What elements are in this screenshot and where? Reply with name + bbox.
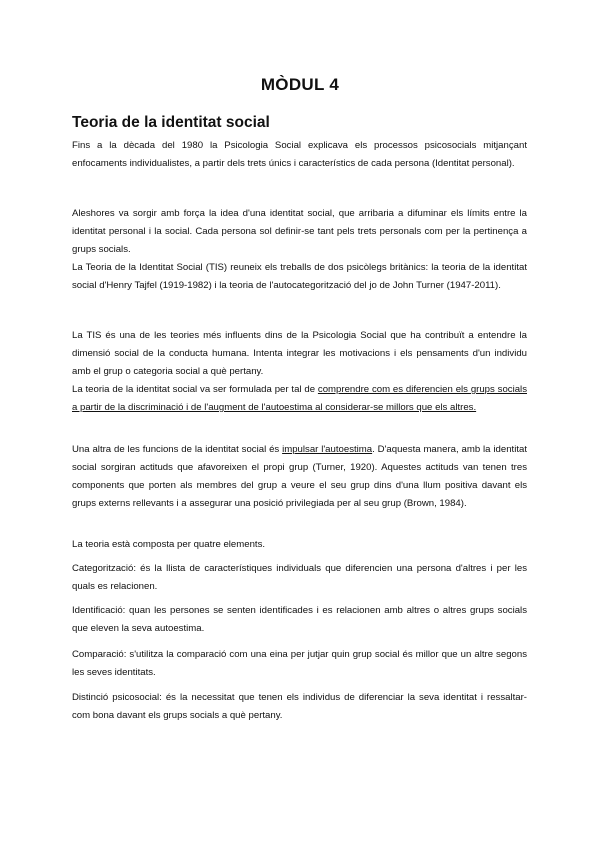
self-esteem-rest: . D'aquesta manera, amb la identitat social sorgiran actituds que afavoreixen el propi grup (Turner, 1920). Aquestes actituds van tenen tres components que porten als membres del grup a veure el seu grup dins d'una llum positiva davant els grups externs rellevants i a assegurar una posició privilegiada per al seu grup (Brown, 1984). (72, 444, 527, 509)
self-esteem-text: Una altra de les funcions de la identitat social és (72, 444, 283, 455)
paragraph-tis-origin: La Teoria de la Identitat Social (TIS) reuneix els treballs de dos psicòlegs britànics: la teoria de la identitat social d'Henry Tajfel (1919-1982) i la teoria de l'autocategorització del jo de John Turner (1947-2011). (72, 262, 527, 291)
element-identification: Identificació: quan les persones se senten identificades i es relacionen amb altres o altres grups socials que eleven la seva autoestima. (72, 605, 527, 634)
element-psychosocial-distinction: Distinció psicosocial: és la necessitat que tenen els individus de diferenciar la seva identitat i ressaltar- com bona davant els grups socials a què pertany. (72, 692, 527, 721)
paragraph-social-identity: Aleshores va sorgir amb força la idea d'una identitat social, que arribaria a difuminar els límits entre la identitat personal i la social. Cada persona sol definir-se tant pels trets personals com per la pertinença a grups socials. (72, 208, 527, 255)
purpose-underlined: comprendre com es diferencien els grups socials a partir de la discriminació i de l'augment de l'autoestima al considerar-se millors que els altres. (72, 384, 527, 413)
element-comparison: Comparació: s'utilitza la comparació com una eina per jutjar quin grup social és millor que un altre segons les seves identitats. (72, 649, 527, 678)
self-esteem-underlined: impulsar l'autoestima (282, 444, 373, 455)
element-categorization: Categorització: és la llista de característiques individuals que diferencien una persona d'altres i per les quals es relacionen. (72, 563, 527, 592)
paragraph-tis-purpose (72, 381, 527, 417)
paragraph-tis-influence: La TIS és una de les teories més influents dins de la Psicologia Social que ha contribuït a entendre la dimensió social de la conducta humana. Intenta integrar les motivacions i els pensaments d'un individu amb el grup o categoria social a què pertany. (72, 330, 527, 377)
paragraph-intro: Fins a la dècada del 1980 la Psicologia Social explicava els processos psicosocials mitjançant enfocaments individualistes, a partir dels trets únics i característics de cada persona (Identitat personal). (72, 140, 527, 169)
section-heading: Teoria de la identitat social (72, 114, 270, 131)
paragraph-self-esteem (72, 441, 527, 513)
paragraph-elements-intro: La teoria està composta per quatre elements. (72, 539, 266, 550)
purpose-text: La teoria de la identitat social va ser formulada per tal de (72, 384, 318, 395)
module-title: MÒDUL 4 (260, 75, 340, 94)
